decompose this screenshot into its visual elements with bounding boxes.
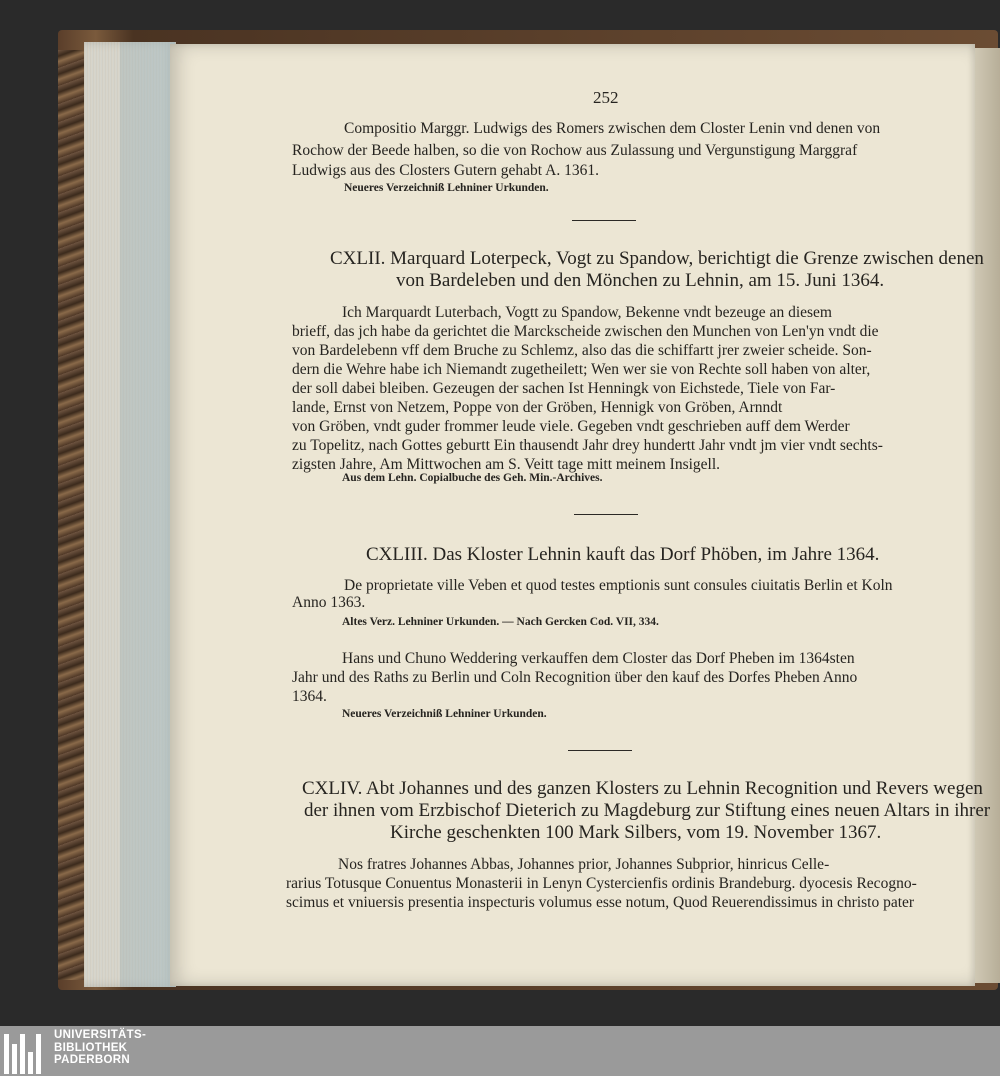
library-logo-icon bbox=[4, 1030, 48, 1074]
facing-page-edge bbox=[975, 48, 1000, 983]
entry-144-line: rarius Totusque Conuentus Monasterii in Lenyn Cystercienfis ordinis Brandeburg. dyocesis Recogno- bbox=[286, 875, 917, 892]
entry-142-source: Aus dem Lehn. Copialbuche des Geh. Min.-Archives. bbox=[342, 472, 603, 484]
entry-142-line: lande, Ernst von Netzem, Poppe von der Gröben, Hennigk von Gröben, Arnndt bbox=[292, 399, 783, 416]
prev-entry-source: Neueres Verzeichniß Lehniner Urkunden. bbox=[344, 182, 549, 194]
entry-144-line: Nos fratres Johannes Abbas, Johannes prior, Johannes Subprior, hinricus Celle- bbox=[338, 856, 830, 873]
section-divider bbox=[572, 220, 636, 221]
entry-143-source: Neueres Verzeichniß Lehniner Urkunden. bbox=[342, 708, 547, 720]
library-footer-bar bbox=[0, 1026, 1000, 1076]
library-logo-text bbox=[54, 1029, 146, 1067]
book-page bbox=[170, 44, 991, 986]
entry-142-heading: CXLII. Marquard Loterpeck, Vogt zu Spandow, berichtigt die Grenze zwischen denen bbox=[330, 248, 984, 269]
entry-143-line: 1364. bbox=[292, 688, 327, 705]
page-number: 252 bbox=[593, 88, 619, 107]
section-divider bbox=[574, 514, 638, 515]
entry-143-line: Jahr und des Raths zu Berlin und Coln Recognition über den kauf des Dorfes Pheben Anno bbox=[292, 669, 858, 686]
entry-144-line: scimus et vniuersis presentia inspecturis volumus esse notum, Quod Reuerendissimus in christo pater bbox=[286, 894, 915, 911]
entry-142-line: dern die Wehre habe ich Niemandt zugetheilett; Wen wer sie von Rechte soll haben von alter, bbox=[292, 361, 871, 378]
prev-entry-line: Ludwigs aus des Closters Gutern gehabt A. 1361. bbox=[292, 162, 599, 179]
entry-143-source: Altes Verz. Lehniner Urkunden. — Nach Gercken Cod. VII, 334. bbox=[342, 616, 659, 628]
entry-143-line: Hans und Chuno Weddering verkauffen dem Closter das Dorf Pheben im 1364sten bbox=[342, 650, 855, 667]
entry-142-line: von Gröben, vndt guder frommer leude viele. Gegeben vndt geschrieben auff dem Werder bbox=[292, 418, 850, 435]
library-name-line: UNIVERSITÄTS- bbox=[54, 1029, 147, 1041]
library-name-line: PADERBORN bbox=[54, 1054, 130, 1066]
entry-142-line: zigsten Jahre, Am Mittwochen am S. Veitt tage mitt meinem Insigell. bbox=[292, 456, 721, 473]
entry-142-line: von Bardelebenn vff dem Bruche zu Schlemz, also das die schiffartt jrer zweier scheide. Son- bbox=[292, 342, 872, 359]
entry-144-heading: CXLIV. Abt Johannes und des ganzen Klosters zu Lehnin Recognition und Revers wegen bbox=[302, 778, 983, 799]
entry-142-line: Ich Marquardt Luterbach, Vogtt zu Spandow, Bekenne vndt bezeuge an diesem bbox=[342, 304, 832, 321]
entry-143-line: Anno 1363. bbox=[292, 594, 366, 611]
entry-144-heading: der ihnen vom Erzbischof Dieterich zu Magdeburg zur Stiftung eines neuen Altars in ihrer bbox=[304, 800, 991, 821]
library-name-line: BIBLIOTHEK bbox=[54, 1041, 128, 1054]
prev-entry-line: Rochow der Beede halben, so die von Rochow aus Zulassung und Vergunstigung Marggraf bbox=[292, 142, 858, 159]
entry-143-heading: CXLIII. Das Kloster Lehnin kauft das Dorf Phöben, im Jahre 1364. bbox=[366, 544, 880, 565]
entry-142-line: zu Topelitz, nach Gottes geburtt Ein thausendt Jahr drey hundertt Jahr vndt jm vier vndt sechts- bbox=[292, 437, 883, 454]
entry-142-line: der soll dabei bleiben. Gezeugen der sachen Ist Henningk von Eichstede, Tiele von Far- bbox=[292, 380, 836, 397]
section-divider bbox=[568, 750, 632, 751]
entry-142-heading: von Bardeleben und den Mönchen zu Lehnin, am 15. Juni 1364. bbox=[396, 270, 885, 291]
entry-143-line: De proprietate ville Veben et quod testes emptionis sunt consules ciuitatis Berlin et Koln bbox=[344, 577, 893, 594]
entry-144-heading: Kirche geschenkten 100 Mark Silbers, vom 19. November 1367. bbox=[390, 822, 882, 843]
page-edges-tint bbox=[120, 42, 175, 987]
prev-entry-line: Compositio Marggr. Ludwigs des Romers zwischen dem Closter Lenin vnd denen von bbox=[344, 120, 881, 137]
entry-142-line: brieff, das jch habe da gerichtet die Marckscheide zwischen den Munchen von Len'yn vndt die bbox=[292, 323, 879, 340]
